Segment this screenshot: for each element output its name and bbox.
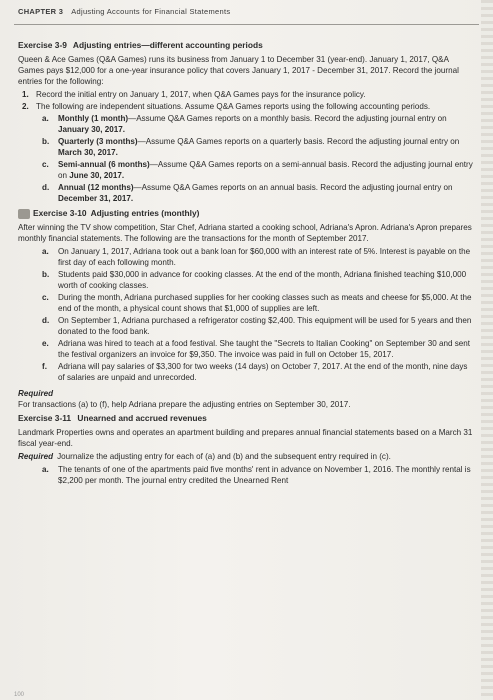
exercise-heading: Adjusting entries (monthly) <box>90 208 200 218</box>
period-name: Quarterly (3 months) <box>58 137 138 146</box>
exercise-3-11 <box>18 413 476 486</box>
item-text: —Assume Q&A Games reports on a monthly basis. Record the adjusting journal entry on <box>128 114 447 123</box>
list-item <box>18 338 476 360</box>
list-item <box>18 101 476 112</box>
page-number: 100 <box>14 692 25 698</box>
required-line <box>18 451 476 462</box>
exercise-marker-icon <box>18 209 30 219</box>
exercise-number: Exercise 3-10 <box>33 208 87 218</box>
list-item <box>18 361 476 383</box>
period-name: Annual (12 months) <box>58 183 134 192</box>
item-label: c. <box>42 293 49 302</box>
list-item <box>18 246 476 268</box>
period-name: Monthly (1 month) <box>58 114 129 123</box>
item-text: —Assume Q&A Games reports on a quarterly basis. Record the adjusting journal entry on <box>137 137 460 146</box>
required-heading: Required <box>18 389 54 398</box>
item-label: d. <box>42 316 50 325</box>
item-label: e. <box>42 339 49 348</box>
sub-item <box>18 136 476 158</box>
item-label: b. <box>42 270 50 279</box>
exercise-title <box>18 413 476 424</box>
item-label: c. <box>42 160 49 169</box>
sub-item <box>18 159 476 181</box>
exercise-title <box>18 208 476 219</box>
list-item <box>18 89 476 100</box>
item-text: —Assume Q&A Games reports on an annual basis. Record the adjusting journal entry on <box>133 183 453 192</box>
item-text: Adriana was hired to teach at a food festival. She taught the "Secrets to Italian Cooking" on September 30 and sent the festival organizers an invoice for $9,350. The invoice was paid in full on October 15, 2017. <box>58 339 471 359</box>
item-label: a. <box>42 465 49 474</box>
chapter-title: Adjusting Accounts for Financial Statements <box>71 7 231 16</box>
exercise-3-9 <box>18 40 476 204</box>
exercise-title <box>18 40 476 51</box>
required-text: Journalize the adjusting entry for each of (a) and (b) and the subsequent entry required in (c). <box>57 452 391 461</box>
exercise-intro: Landmark Properties owns and operates an apartment building and prepares annual financial statements based on a March 31 fiscal year-end. <box>18 428 473 448</box>
list-item <box>18 269 476 291</box>
entry-date: March 30, 2017. <box>58 148 118 157</box>
list-item <box>18 292 476 314</box>
chapter-label: CHAPTER 3 <box>18 7 64 16</box>
entry-date: January 30, 2017. <box>58 125 126 134</box>
exercise-intro: Queen & Ace Games (Q&A Games) runs its business from January 1 to December 31 (year-end). January 1, 2017, Q&A Games pays $12,000 for a one-year insurance policy that covers January 1, 2017 - December 31, 2017. Record the journal entries for the following: <box>18 55 459 86</box>
item-label: f. <box>42 362 47 371</box>
running-head <box>18 7 230 16</box>
required-text: For transactions (a) to (f), help Adriana prepare the adjusting entries on September 30, 2017. <box>18 400 351 409</box>
header-rule <box>14 24 479 25</box>
exercise-intro: After winning the TV show competition, Star Chef, Adriana started a cooking school, Adriana's Apron. Adriana's Apron prepares monthly financial statements. The following are the transactions for the month of September 2017. <box>18 223 472 243</box>
entry-date: December 31, 2017. <box>58 194 134 203</box>
list-item <box>18 315 476 337</box>
entry-date: June 30, 2017. <box>69 171 125 180</box>
required-heading: Required <box>18 452 54 461</box>
item-text: On January 1, 2017, Adriana took out a bank loan for $60,000 with an interest rate of 5%. Interest is payable on the first day of each following month. <box>58 247 471 267</box>
exercise-3-10 <box>18 208 476 410</box>
item-text: Record the initial entry on January 1, 2017, when Q&A Games pays for the insurance policy. <box>36 90 366 99</box>
list-item <box>18 464 476 486</box>
item-label: d. <box>42 183 50 192</box>
item-label: a. <box>42 247 49 256</box>
exercise-number: Exercise 3-9 <box>18 40 67 50</box>
exercise-number: Exercise 3-11 <box>18 413 72 423</box>
exercise-heading: Unearned and accrued revenues <box>77 413 207 423</box>
item-text: Adriana will pay salaries of $3,300 for two weeks (14 days) on October 7, 2017. At the end of the month, nine days of salaries are unpaid and unrecorded. <box>58 362 468 382</box>
item-text: The following are independent situations. Assume Q&A Games reports using the following accounting periods. <box>36 102 431 111</box>
item-text: On September 1, Adriana purchased a refrigerator costing $2,400. This equipment will be used for 5 years and then donated to the food bank. <box>58 316 472 336</box>
item-text: —Assume Q&A Games reports on a semi-annual basis. Record the adjusting journal entry on <box>58 160 473 180</box>
item-label: b. <box>42 137 50 146</box>
item-label: 1. <box>22 90 29 99</box>
item-label: a. <box>42 114 49 123</box>
item-label: 2. <box>22 102 29 111</box>
exercise-heading: Adjusting entries—different accounting periods <box>72 40 263 50</box>
item-text: Students paid $30,000 in advance for cooking classes. At the end of the month, Adriana finished teaching $10,000 worth of cooking classes. <box>58 270 467 290</box>
period-name: Semi-annual (6 months) <box>58 160 150 169</box>
sub-item <box>18 182 476 204</box>
item-text: During the month, Adriana purchased supplies for her cooking classes such as meats and cheese for $5,000. At the end of the month, a physical count shows that $1,000 of supplies are left. <box>58 293 472 313</box>
item-text: The tenants of one of the apartments paid five months' rent in advance on November 1, 2016. The monthly rental is $2,200 per month. The journal entry credited the Unearned Rent <box>58 465 471 485</box>
sub-item <box>18 113 476 135</box>
page-content <box>18 40 476 487</box>
page-edge <box>481 0 493 700</box>
